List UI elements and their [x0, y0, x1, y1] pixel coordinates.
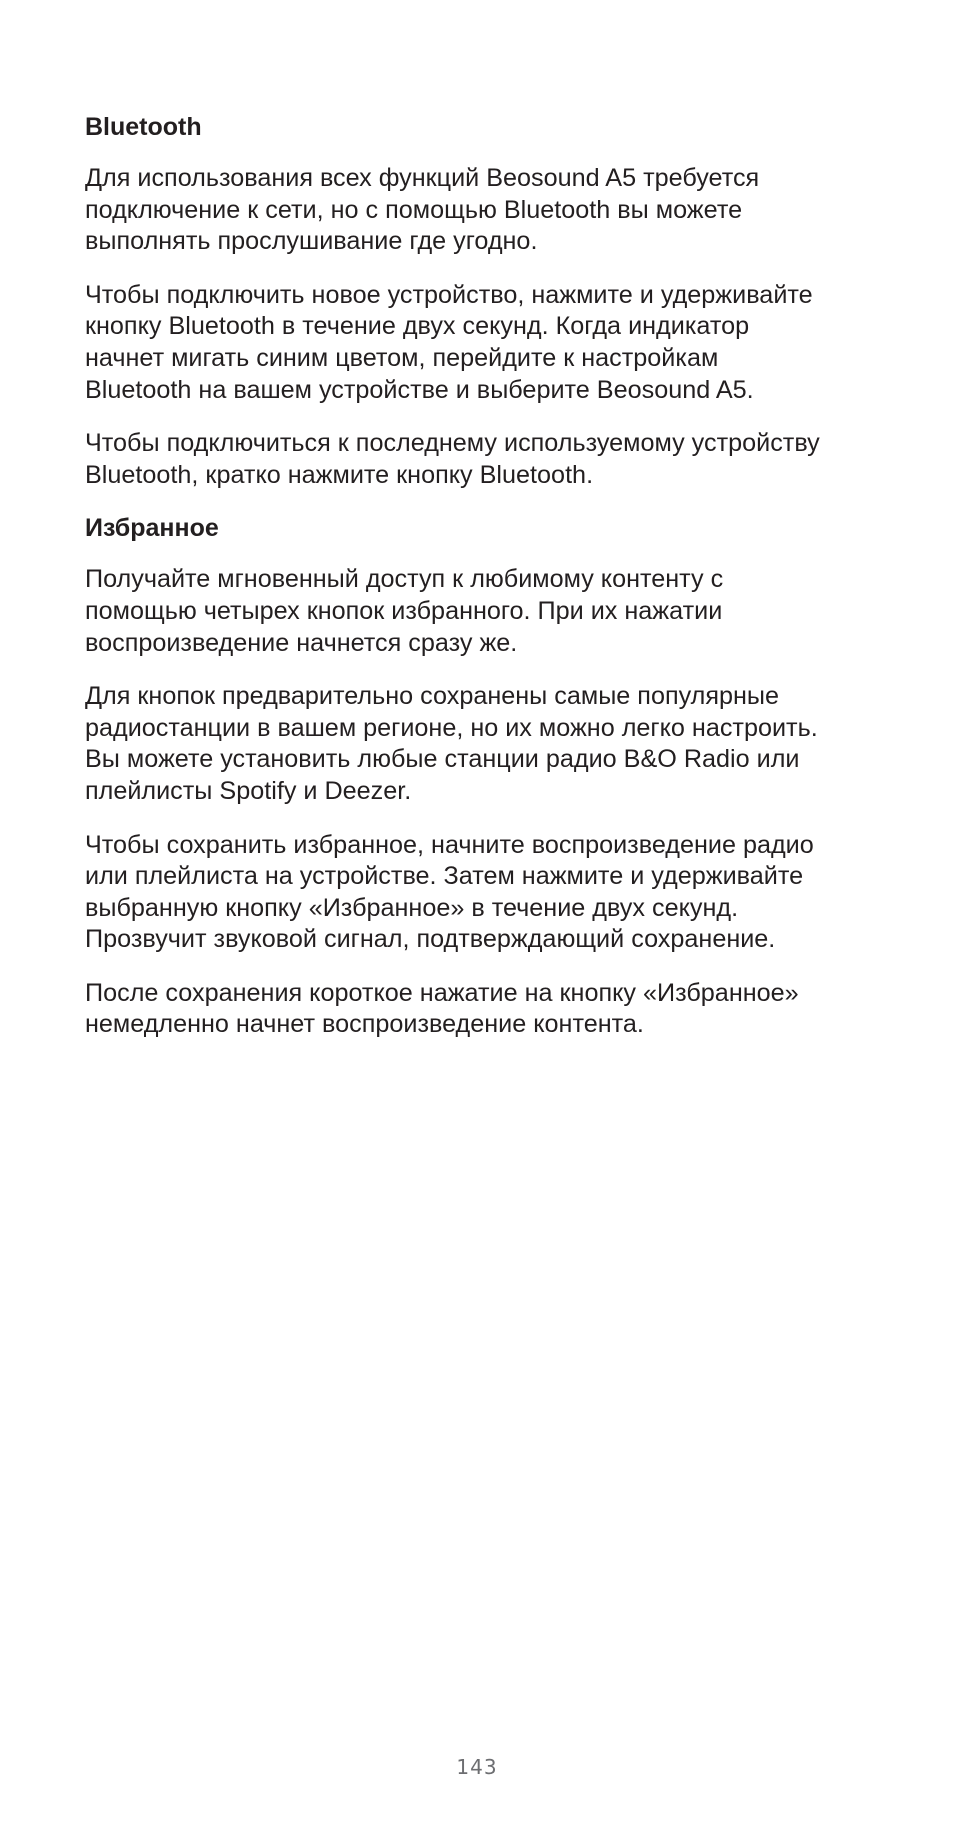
paragraph: После сохранения короткое нажатие на кнопку «Избранное» немедленно начнет воспроизведение контента. [85, 978, 799, 1039]
page-content [85, 112, 905, 1063]
paragraph: Чтобы сохранить избранное, начните воспроизведение радио или плейлиста на устройстве. Затем нажмите и удерживайте выбранную кнопку «Избранное» в течение двух секунд. Прозвучит звуковой сигнал, подтверждающий сохранение. [85, 830, 814, 954]
section-bluetooth [85, 112, 905, 491]
section-heading-favourites: Избранное [85, 514, 219, 543]
section-favourites [85, 513, 905, 1041]
paragraph: Получайте мгновенный доступ к любимому контенту с помощью четырех кнопок избранного. При их нажатии воспроизведение начнется сразу же. [85, 565, 724, 657]
paragraph: Для кнопок предварительно сохранены самые популярные радиостанции в вашем регионе, но их можно легко настроить. Вы можете установить любые станции радио B&O Radio или плейлисты Spotify и Deezer. [85, 682, 818, 805]
section-heading-bluetooth: Bluetooth [85, 113, 202, 141]
paragraph: Для использования всех функций Beosound A5 требуется подключение к сети, но с помощью Bluetooth вы можете выполнять прослушивание где угодно. [85, 164, 760, 256]
page-number: 143 [456, 1755, 498, 1779]
paragraph: Чтобы подключить новое устройство, нажмите и удерживайте кнопку Bluetooth в течение двух секунд. Когда индикатор начнет мигать синим цветом, перейдите к настройкам Bluetooth на вашем устройстве и выберите Beosound A5. [85, 280, 813, 404]
paragraph: Чтобы подключиться к последнему используемому устройству Bluetooth, кратко нажмите кнопку Bluetooth. [85, 429, 820, 489]
